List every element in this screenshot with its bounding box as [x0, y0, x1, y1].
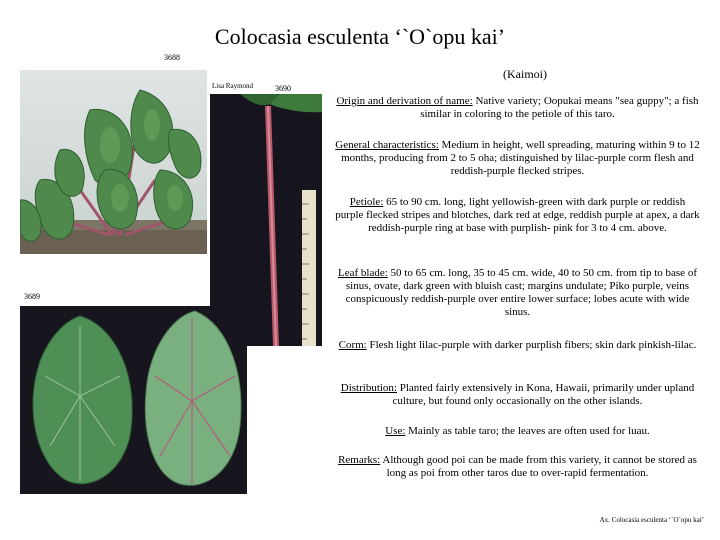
section-heading: General characteristics:: [335, 139, 439, 151]
section-heading: Remarks:: [338, 454, 381, 466]
section-text: Medium in height, well spreading, maturing within 9 to 12 months, producing from 2 to 5 oha; distinguished by lilac-purple corm flesh and reddish-purple flecked stripes.: [341, 139, 700, 177]
footer-caption: Ax. Colocasia esculenta ‘`O`opu kai’: [599, 516, 704, 524]
section-heading: Origin and derivation of name:: [336, 95, 473, 107]
section-text: 50 to 65 cm. long, 35 to 45 cm. wide, 40 to 50 cm. from tip to base of sinus, ovate, dark green with bluish cast; margins undulate; Piko purple, veins conspicuously reddish-purple over entire lower surface; lobes acute with wide sinus.: [345, 267, 697, 318]
section-heading: Distribution:: [340, 382, 397, 394]
section-leaf-blade: [335, 267, 700, 319]
section-origin: [335, 95, 700, 121]
section-text: Mainly as table taro; the leaves are often used for luau.: [405, 425, 650, 437]
photo2-credit: Lisa Raymond: [212, 82, 254, 90]
section-text: Planted fairly extensively in Kona, Hawaii, primarily under upland culture, but found only occasionally on the other islands.: [392, 382, 695, 407]
photo3-number: 3689: [24, 292, 40, 301]
section-general: [335, 139, 700, 178]
section-text: Native variety; Oopukai means "sea guppy"; a fish similar in coloring to the petiole of this taro.: [420, 95, 699, 120]
section-heading: Leaf blade:: [338, 267, 388, 279]
section-heading: Petiole:: [349, 196, 384, 208]
section-petiole: [335, 196, 700, 235]
section-text: Although good poi can be made from this variety, it cannot be stored as long as poi from other taros due to over-rapid fermentation.: [380, 454, 697, 479]
section-corm: [335, 339, 700, 352]
photo1-number: 3688: [164, 53, 180, 62]
section-text: Flesh light lilac-purple with darker purplish fibers; skin dark pinkish-lilac.: [366, 339, 697, 351]
section-distribution: [335, 382, 700, 408]
section-remarks: [335, 454, 700, 480]
section-text: 65 to 90 cm. long, light yellowish-green with dark purple or reddish purple flecked stripes and blotches, dark red at edge, reddish purple at apex, a dark reddish-purple ring at base with purplish- pink for 3 to 4 cm. above.: [335, 196, 700, 234]
section-use: [335, 425, 700, 438]
page-title: Colocasia esculenta ‘`O`opu kai’: [214, 24, 506, 49]
section-heading: Corm:: [338, 339, 367, 351]
section-heading: Use:: [385, 425, 406, 437]
leaf-blades-photo: [20, 306, 247, 494]
subtitle: (Kaimoi): [503, 67, 547, 81]
photo2-number: 3690: [275, 84, 291, 93]
taro-field-photo: [20, 70, 207, 254]
